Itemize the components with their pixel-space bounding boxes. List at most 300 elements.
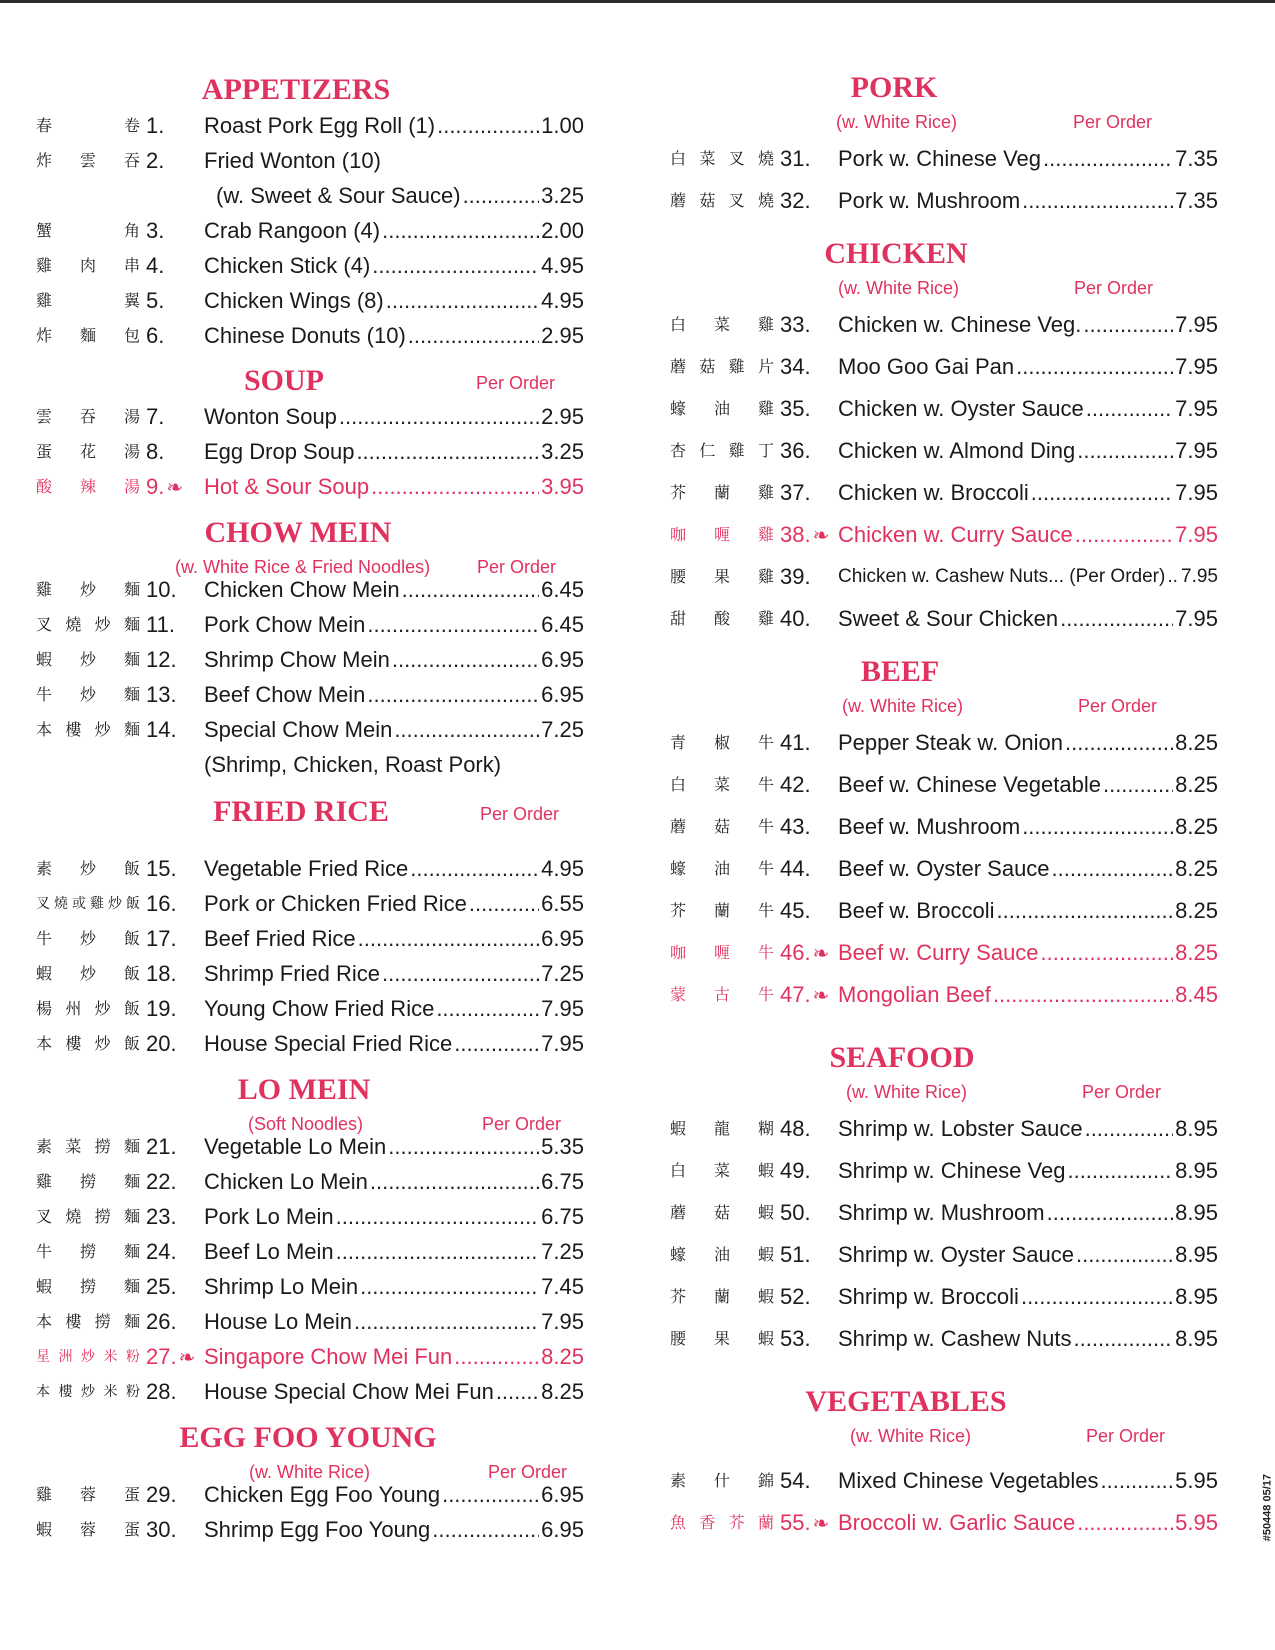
item-line [838,1157,1218,1185]
item-line [204,1343,584,1371]
dot-leader [356,438,539,466]
dot-leader [454,1030,539,1058]
chinese-name: 芥 蘭 牛 [670,901,774,920]
chinese-name: 素 炒 飯 [36,859,140,878]
menu-item-46 [670,939,1230,969]
item-number: 29. [146,1482,177,1507]
section-subtitle: (w. White Rice) [842,696,964,716]
section-title: VEGETABLES [805,1385,1007,1418]
chinese-name: 蛋 花 湯 [36,442,140,461]
dot-leader [1067,1157,1173,1185]
item-price: 3.25 [541,183,584,208]
menu-item-12 [36,646,596,676]
dot-leader [1021,1283,1173,1311]
item-line [204,681,584,709]
item-name: Beef Chow Mein [204,682,366,707]
item-name: Shrimp Chow Mein [204,647,390,672]
menu-item-43 [670,813,1230,843]
item-line [838,813,1218,841]
form-code: #50448 05/17 [1261,1474,1273,1542]
top-border [0,0,1275,3]
chinese-name: 蝦 龍 糊 [670,1119,774,1138]
item-price: 6.95 [541,1517,584,1542]
per-order-label: Per Order [476,373,556,393]
item-price: 6.95 [541,682,584,707]
dot-leader [371,473,539,501]
chinese-name: 星 洲 炒 米 粉 [36,1349,140,1365]
item-number: 28. [146,1379,177,1404]
item-name: Fried Wonton (10) [204,148,381,173]
item-number: 2. [146,148,165,173]
item-name: Chicken w. Curry Sauce [838,522,1073,547]
item-number: 48. [780,1116,811,1141]
item-price: 7.95 [1175,480,1218,505]
dot-leader [408,322,539,350]
chinese-name: 蘑 菇 牛 [670,817,774,836]
dot-leader [367,681,539,709]
item-name: Roast Pork Egg Roll (1) [204,113,436,138]
menu-item-47 [670,981,1230,1011]
item-price: 8.95 [1175,1200,1218,1225]
item-number: 31. [780,146,811,171]
item-number: 27. ❧ [146,1344,196,1369]
item-name: Chicken w. Oyster Sauce [838,396,1084,421]
menu-item-2 [36,147,596,177]
menu-item-54 [670,1467,1230,1497]
menu-item-5 [36,287,596,317]
menu-item-37 [670,479,1230,509]
item-price: 8.95 [1175,1284,1218,1309]
item-name: Mongolian Beef [838,982,991,1007]
chinese-name: 春 卷 [36,116,140,135]
chinese-name: 白 菜 叉 燒 [670,149,774,168]
item-name: Chicken Wings (8) [204,288,384,313]
dot-leader [1041,939,1174,967]
menu-item-9 [36,473,596,503]
item-line [838,1509,1218,1537]
dot-leader [496,1378,539,1406]
menu-item-4 [36,252,596,282]
item-number: 34. [780,354,811,379]
item-line [838,981,1218,1009]
item-price: 7.95 [1175,606,1218,631]
item-number: 49. [780,1158,811,1183]
dot-leader [382,960,539,988]
dot-leader [1052,855,1174,883]
chinese-name: 蠔 油 牛 [670,859,774,878]
item-line [838,771,1218,799]
dot-leader [1103,771,1173,799]
item-price: 7.35 [1175,188,1218,213]
item-price: 7.95 [1175,354,1218,379]
chinese-name: 叉 燒 或 雞 炒 飯 [36,896,140,912]
item-number: 42. [780,772,811,797]
item-price: 8.25 [1175,772,1218,797]
item-name: Vegetable Lo Mein [204,1134,387,1159]
item-price: 7.35 [1175,146,1218,171]
item-line [204,112,584,140]
chinese-name: 雞 翼 [36,291,140,310]
chinese-name: 蘑 菇 蝦 [670,1203,774,1222]
item-line [838,1241,1218,1269]
item-number: 41. [780,730,811,755]
dot-leader [1022,187,1173,215]
item-number: 32. [780,188,811,213]
item-name: Chicken w. Cashew Nuts... (Per Order) [838,566,1166,587]
item-name: Shrimp Egg Foo Young [204,1517,431,1542]
dot-leader [354,1308,539,1336]
hot-pepper-icon: ❧ [178,1347,196,1369]
chinese-name: 蠔 油 雞 [670,399,774,418]
item-name: Shrimp w. Chinese Veg [838,1158,1066,1183]
menu-item-15 [36,855,596,885]
hot-pepper-icon: ❧ [812,985,830,1007]
item-price: 7.45 [541,1274,584,1299]
item-line [838,1115,1218,1143]
chinese-name: 蟹 角 [36,221,140,240]
item-number: 11. [146,612,175,637]
hot-pepper-icon: ❧ [166,477,184,499]
item-line [838,437,1218,465]
menu-item-17 [36,925,596,955]
item-number: 9. ❧ [146,474,184,499]
item-line [204,473,584,501]
item-line [838,729,1218,757]
menu-item-11 [36,611,596,641]
chinese-name: 咖 喱 雞 [670,525,774,544]
item-number: 16. [146,891,177,916]
dot-leader [388,1133,539,1161]
dot-leader [1167,563,1179,591]
section-subtitle: (w. White Rice) [838,278,960,298]
dot-leader [997,897,1174,925]
dot-leader [394,716,539,744]
dot-leader [1086,395,1173,423]
section-title: FRIED RICE [213,795,389,828]
chinese-name: 雞 撈 麵 [36,1172,140,1191]
item-number: 46. ❧ [780,940,830,965]
menu-item-48 [670,1115,1230,1145]
item-price: 6.75 [541,1204,584,1229]
item-note: (Shrimp, Chicken, Roast Pork) [204,752,502,777]
item-number: 53. [780,1326,811,1351]
item-number: 15. [146,856,177,881]
item-number: 6. [146,323,165,348]
item-number: 1. [146,113,165,138]
item-name: Crab Rangoon (4) [204,218,381,243]
section-title: SEAFOOD [829,1041,975,1074]
dot-leader [339,403,539,431]
item-price: 8.45 [1175,982,1218,1007]
chinese-name: 魚 香 芥 蘭 [670,1513,774,1532]
item-number: 51. [780,1242,811,1267]
item-price: 4.95 [541,288,584,313]
chinese-name: 炸 雲 吞 [36,151,140,170]
per-order-label: Per Order [480,804,560,824]
dot-leader [1022,813,1173,841]
item-name: Special Chow Mein [204,717,393,742]
item-line [838,605,1218,633]
chinese-name: 本 樓 炒 麵 [36,720,140,739]
item-name: Chicken w. Chinese Veg. [838,312,1082,337]
item-line [216,182,584,210]
item-name: Pork Lo Mein [204,1204,334,1229]
item-price: 7.25 [541,717,584,742]
item-line [838,897,1218,925]
item-line [204,1516,584,1544]
item-number: 4. [146,253,165,278]
item-price: 8.25 [541,1344,584,1369]
item-price: 2.00 [541,218,584,243]
menu-item-33 [670,311,1230,341]
menu-item-7 [36,403,596,433]
menu-item-44 [670,855,1230,885]
item-name: Chicken w. Almond Ding [838,438,1076,463]
item-line [204,1238,584,1266]
menu-item-51 [670,1241,1230,1271]
per-order-label: Per Order [1078,696,1158,716]
dot-leader [1083,311,1173,339]
menu-item-45 [670,897,1230,927]
menu-item-31 [670,145,1230,175]
item-name: House Special Chow Mei Fun [204,1379,494,1404]
per-order-label: Per Order [1082,1082,1162,1102]
item-number: 7. [146,404,165,429]
item-line [204,403,584,431]
menu-item-39 [670,563,1230,593]
per-order-label: Per Order [477,557,557,577]
section-subtitle: (w. White Rice) [836,112,958,132]
item-name: Singapore Chow Mei Fun [204,1344,453,1369]
item-line [204,287,584,315]
item-price: 8.95 [1175,1326,1218,1351]
item-line [204,1203,584,1231]
item-name: Shrimp Fried Rice [204,961,381,986]
item-number: 52. [780,1284,811,1309]
dot-leader [1076,1241,1173,1269]
hot-pepper-icon: ❧ [812,943,830,965]
menu-item-49 [670,1157,1230,1187]
dot-leader [1043,145,1173,173]
per-order-label: Per Order [1074,278,1154,298]
item-price: 7.95 [1175,312,1218,337]
item-number: 19. [146,996,177,1021]
menu-item-26 [36,1308,596,1338]
item-price: 8.25 [1175,814,1218,839]
dot-leader [1077,1509,1173,1537]
dot-leader [386,287,539,315]
item-line [204,1168,584,1196]
item-name: Hot & Sour Soup [204,474,370,499]
hot-pepper-icon: ❧ [812,525,830,547]
chinese-name: 牛 炒 飯 [36,929,140,948]
item-name: Broccoli w. Garlic Sauce [838,1510,1076,1535]
item-line [204,925,584,953]
dot-leader [1077,437,1173,465]
per-order-label: Per Order [482,1114,562,1134]
chinese-name: 炸 麵 包 [36,326,140,345]
menu-item-22 [36,1168,596,1198]
item-line [838,521,1218,549]
item-price: 6.95 [541,926,584,951]
item-number: 10. [146,577,177,602]
item-number: 20. [146,1031,177,1056]
menu-item-28 [36,1378,596,1408]
item-name: Chinese Donuts (10) [204,323,406,348]
item-price: 7.95 [541,1309,584,1334]
item-line [204,217,584,245]
item-name: Vegetable Fried Rice [204,856,409,881]
chinese-name: 酸 辣 湯 [36,477,140,496]
item-number: 18. [146,961,177,986]
item-price: 7.95 [541,1031,584,1056]
menu-item-20 [36,1030,596,1060]
menu-item-53 [670,1325,1230,1355]
item-name: Shrimp w. Cashew Nuts [838,1326,1072,1351]
item-number: 38. ❧ [780,522,830,547]
dot-leader [469,890,539,918]
menu-item-14 [36,716,596,746]
item-name: Shrimp w. Broccoli [838,1284,1019,1309]
item-name: Chicken w. Broccoli [838,480,1029,505]
chinese-name: 楊 州 炒 飯 [36,999,140,1018]
item-name: Beef w. Mushroom [838,814,1021,839]
section-subtitle: (w. White Rice) [850,1426,972,1446]
per-order-label: Per Order [1073,112,1153,132]
item-price: 2.95 [541,323,584,348]
menu-item-13 [36,681,596,711]
item-number: 44. [780,856,811,881]
menu-item-27 [36,1343,596,1373]
chinese-name: 青 椒 牛 [670,733,774,752]
item-name: (w. Sweet & Sour Sauce) [216,183,461,208]
menu-item-6 [36,322,596,352]
menu-item-10 [36,576,596,606]
item-line [838,1283,1218,1311]
item-line [204,322,584,350]
item-name: Shrimp w. Mushroom [838,1200,1045,1225]
item-number: 33. [780,312,811,337]
hot-pepper-icon: ❧ [812,1513,830,1535]
item-price: 8.95 [1175,1116,1218,1141]
dot-leader [1060,605,1173,633]
item-name: Mixed Chinese Vegetables [838,1468,1099,1493]
dot-leader [1085,1115,1174,1143]
dot-leader [392,646,539,674]
menu-item-19 [36,995,596,1025]
menu-item-50 [670,1199,1230,1229]
item-name: Shrimp Lo Mein [204,1274,359,1299]
chinese-name: 素 什 錦 [670,1471,774,1490]
chinese-name: 叉 燒 炒 麵 [36,615,140,634]
dot-leader [336,1203,540,1231]
dot-leader [1101,1467,1174,1495]
per-order-label: Per Order [1086,1426,1166,1446]
section-title: LO MEIN [237,1073,371,1106]
item-number: 54. [780,1468,811,1493]
item-line [204,1481,584,1509]
item-number: 43. [780,814,811,839]
item-name: Pork w. Mushroom [838,188,1021,213]
chinese-name: 白 菜 蝦 [670,1161,774,1180]
item-price: 3.25 [541,439,584,464]
menu-item-40 [670,605,1230,635]
menu-item-21 [36,1133,596,1163]
item-price: 6.45 [541,577,584,602]
item-line [838,311,1218,339]
item-number: 36. [780,438,811,463]
item-price: 8.25 [1175,898,1218,923]
item-number: 26. [146,1309,177,1334]
menu-item-36 [670,437,1230,467]
menu-item-continuation [36,182,596,212]
dot-leader [993,981,1173,1009]
item-line [838,353,1218,381]
dot-leader [402,576,540,604]
item-number: 37. [780,480,811,505]
item-number: 3. [146,218,165,243]
dot-leader [1065,729,1173,757]
item-number: 30. [146,1517,177,1542]
menu-item-35 [670,395,1230,425]
dot-leader [370,1168,539,1196]
chinese-name: 蝦 炒 飯 [36,964,140,983]
item-price: 7.95 [1175,522,1218,547]
chinese-name: 蘑 菇 雞 片 [670,357,774,376]
item-name: Chicken Stick (4) [204,253,371,278]
item-price: 7.25 [541,1239,584,1264]
item-name: Wonton Soup [204,404,337,429]
item-price: 8.25 [1175,730,1218,755]
chinese-name: 腰 果 蝦 [670,1329,774,1348]
item-name: Chicken Chow Mein [204,577,400,602]
item-line [204,1133,584,1161]
dot-leader [367,611,539,639]
item-name: Pork w. Chinese Veg [838,146,1042,171]
item-name: Beef Lo Mein [204,1239,334,1264]
item-line [204,995,584,1023]
item-price: 4.95 [541,253,584,278]
item-price: 6.95 [541,1482,584,1507]
dot-leader [437,112,539,140]
item-line [838,395,1218,423]
item-name: Beef w. Broccoli [838,898,995,923]
chinese-name: 芥 蘭 雞 [670,483,774,502]
dot-leader [442,1481,539,1509]
item-number: 39. [780,564,811,589]
menu-item-1 [36,112,596,142]
item-price: 7.95 [1175,438,1218,463]
item-line [838,1325,1218,1353]
item-number: 50. [780,1200,811,1225]
item-line [204,855,584,883]
chinese-name: 白 菜 雞 [670,315,774,334]
item-line [204,1030,584,1058]
item-line [204,1378,584,1406]
item-number: 47. ❧ [780,982,830,1007]
chinese-name: 蝦 炒 麵 [36,650,140,669]
item-line [204,716,584,744]
dot-leader [1047,1199,1174,1227]
section-title: APPETIZERS [201,73,391,106]
chinese-name: 素 菜 撈 麵 [36,1137,140,1156]
menu-item-29 [36,1481,596,1511]
item-name: Pork Chow Mein [204,612,366,637]
item-line [838,1199,1218,1227]
chinese-name: 芥 蘭 蝦 [670,1287,774,1306]
item-price: 5.35 [541,1134,584,1159]
item-number: 25. [146,1274,177,1299]
